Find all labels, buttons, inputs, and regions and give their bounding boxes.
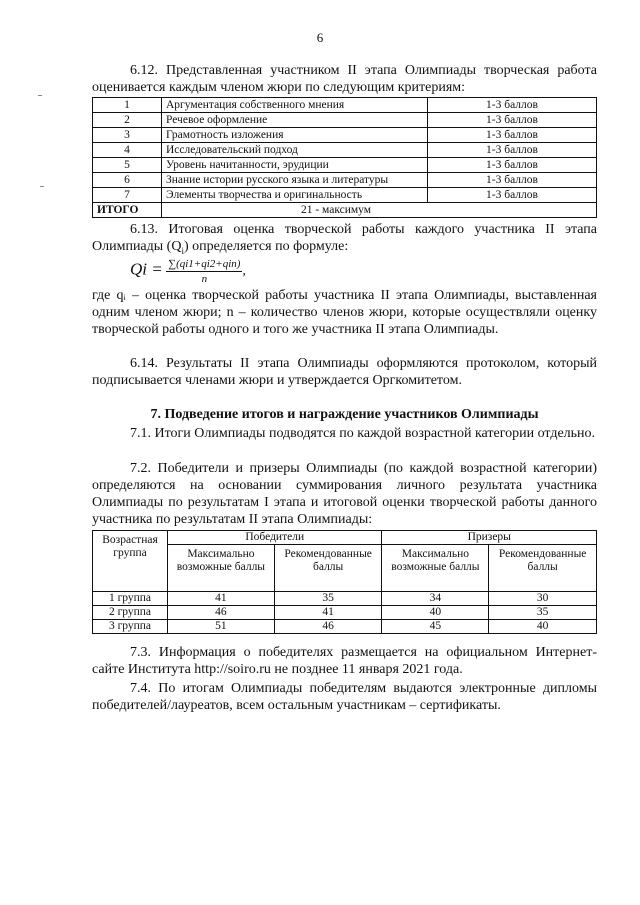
formula-lhs: Qi = xyxy=(130,259,163,279)
criteria-score: 1-3 баллов xyxy=(428,158,597,173)
formula xyxy=(130,257,246,286)
criteria-row xyxy=(93,113,597,128)
criteria-name: Речевое оформление xyxy=(162,113,428,128)
paragraph-6-13-sub: i xyxy=(181,245,184,256)
criteria-number: 4 xyxy=(93,143,162,158)
criteria-total-label: ИТОГО xyxy=(93,203,162,218)
section-7-heading: 7. Подведение итогов и награждение участников Олимпиады xyxy=(150,407,539,422)
paragraph-where: где qᵢ – оценка творческой работы участника II этапа Олимпиады, выставленная одним членом жюри; n – количество членов жюри, которые осуществляли оценку творческой работы одного и того же участника II этапа Олимпиады. xyxy=(92,288,597,337)
criteria-row xyxy=(93,158,597,173)
criteria-number: 2 xyxy=(93,113,162,128)
criteria-name: Аргументация собственного мнения xyxy=(162,98,428,113)
results-group: 1 группа xyxy=(93,592,168,606)
results-prize-recommended: 30 xyxy=(489,592,597,606)
criteria-score: 1-3 баллов xyxy=(428,98,597,113)
results-winners-max: 46 xyxy=(168,606,275,620)
criteria-name: Уровень начитанности, эрудиции xyxy=(162,158,428,173)
paragraph-6-13-end: ) определяется по формуле: xyxy=(183,239,349,254)
results-row xyxy=(93,606,597,620)
criteria-name: Элементы творчества и оригинальность xyxy=(162,188,428,203)
results-winners-recommended: 35 xyxy=(274,592,382,606)
criteria-number: 3 xyxy=(93,128,162,143)
paragraph-7-3: 7.3. Информация о победителях размещается на официальном Интернет-сайте Института http://soiro.ru не позднее 11 января 2021 года. xyxy=(92,645,597,677)
criteria-number: 6 xyxy=(93,173,162,188)
criteria-number: 7 xyxy=(93,188,162,203)
criteria-table xyxy=(92,97,597,218)
paragraph-6-14: 6.14. Результаты II этапа Олимпиады оформляются протоколом, который подписывается членами жюри и утверждается Оргкомитетом. xyxy=(92,356,597,388)
criteria-name: Исследовательский подход xyxy=(162,143,428,158)
results-prize-recommended: 35 xyxy=(489,606,597,620)
paragraph-7-1: 7.1. Итоги Олимпиады подводятся по каждой возрастной категории отдельно. xyxy=(130,426,596,441)
results-table-wrap xyxy=(92,530,597,634)
results-winners-max: 41 xyxy=(168,592,275,606)
criteria-row xyxy=(93,188,597,203)
header-winners-recommended: Рекомендованные баллы xyxy=(274,545,382,592)
criteria-total-row xyxy=(93,203,597,218)
formula-numerator: ∑(qi1+qi2+qin) xyxy=(168,258,241,270)
paragraph-7-2: 7.2. Победители и призеры Олимпиады (по каждой возрастной категории) определяются на основании суммирования личного результата участника Олимпиады по результатам I этапа и итоговой оценки творческой работы данного участника по результатам II этапа Олимпиады: xyxy=(92,461,597,527)
paragraph-6-13 xyxy=(92,221,597,260)
paragraph-7-4: 7.4. По итогам Олимпиады победителям выдаются электронные дипломы победителей/лауреатов, всем остальным участникам – сертификаты. xyxy=(92,681,597,713)
criteria-number: 1 xyxy=(93,98,162,113)
criteria-row xyxy=(93,128,597,143)
scan-mark xyxy=(40,186,44,187)
scan-mark xyxy=(38,95,42,96)
results-winners-max: 51 xyxy=(168,620,275,634)
criteria-score: 1-3 баллов xyxy=(428,188,597,203)
paragraph-6-13-text: 6.13. Итоговая оценка творческой работы каждого участника II этапа Олимпиады (Q xyxy=(92,222,597,254)
criteria-row xyxy=(93,98,597,113)
results-row xyxy=(93,592,597,606)
criteria-score: 1-3 баллов xyxy=(428,143,597,158)
formula-fraction xyxy=(166,257,242,286)
results-prize-max: 45 xyxy=(382,620,489,634)
criteria-score: 1-3 баллов xyxy=(428,128,597,143)
results-winners-recommended: 46 xyxy=(274,620,382,634)
criteria-score: 1-3 баллов xyxy=(428,113,597,128)
formula-denominator: n xyxy=(201,273,208,285)
results-prize-max: 34 xyxy=(382,592,489,606)
page-number: 6 xyxy=(316,30,324,45)
criteria-total-value: 21 - максимум xyxy=(162,203,597,218)
results-prize-max: 40 xyxy=(382,606,489,620)
header-winners: Победители xyxy=(168,531,382,545)
criteria-name: Знание истории русского языка и литературы xyxy=(162,173,428,188)
formula-tail: , xyxy=(242,263,246,279)
criteria-score: 1-3 баллов xyxy=(428,173,597,188)
results-table xyxy=(92,530,597,634)
header-prize-max: Максимально возможные баллы xyxy=(382,545,489,592)
header-winners-max: Максимально возможные баллы xyxy=(168,545,275,592)
criteria-row xyxy=(93,143,597,158)
criteria-number: 5 xyxy=(93,158,162,173)
paragraph-6-12: 6.12. Представленная участником II этапа Олимпиады творческая работа оценивается каждым членом жюри по следующим критериям: xyxy=(92,63,597,95)
results-row xyxy=(93,620,597,634)
results-group: 3 группа xyxy=(93,620,168,634)
results-group: 2 группа xyxy=(93,606,168,620)
criteria-row xyxy=(93,173,597,188)
criteria-name: Грамотность изложения xyxy=(162,128,428,143)
header-age-group: Возрастная группа xyxy=(93,531,168,592)
results-prize-recommended: 40 xyxy=(489,620,597,634)
results-winners-recommended: 41 xyxy=(274,606,382,620)
header-prize-recommended: Рекомендованные баллы xyxy=(489,545,597,592)
header-prizewinners: Призеры xyxy=(382,531,597,545)
criteria-table-wrap xyxy=(92,97,597,218)
